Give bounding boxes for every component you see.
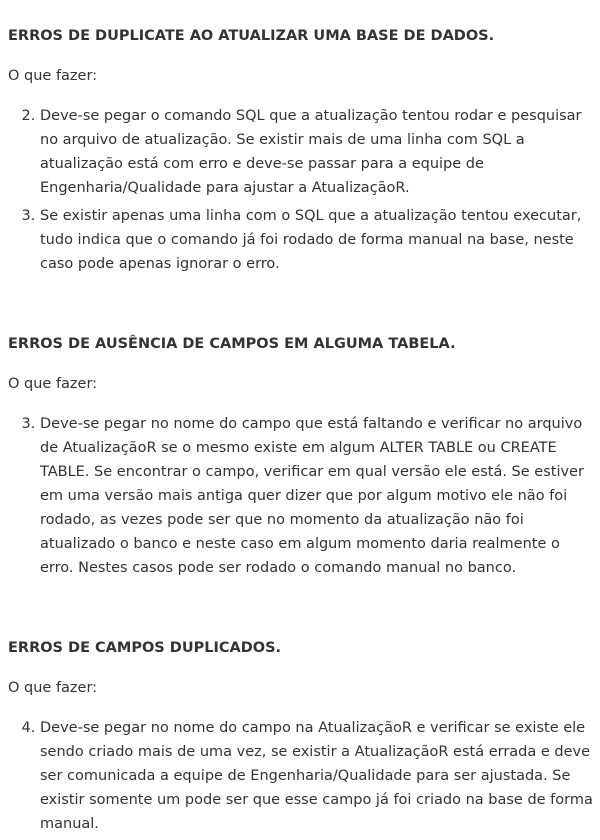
section-duplicated-fields-errors bbox=[8, 636, 594, 840]
section-duplicate-errors bbox=[8, 24, 594, 280]
section-intro: O que fazer: bbox=[8, 680, 98, 696]
steps-list bbox=[8, 716, 594, 836]
list-item: 4. Deve-se pegar no nome do campo na AtualizaçãoR e verificar se existe ele sendo criado mais de uma vez, se existir a AtualizaçãoR está errada e deve ser comunicada a equipe de Engenharia/Qualidade para ser ajustada. Se existir somente um pode ser que esse campo já foi criado na base de forma manual. bbox=[40, 716, 594, 836]
section-heading: ERROS DE DUPLICATE AO ATUALIZAR UMA BASE DE DADOS. bbox=[8, 28, 495, 44]
list-item: 3. Se existir apenas uma linha com o SQL que a atualização tentou executar, tudo indica que o comando já foi rodado de forma manual na base, neste caso pode apenas ignorar o erro. bbox=[40, 204, 594, 276]
steps-list bbox=[8, 412, 594, 580]
section-heading: ERROS DE AUSÊNCIA DE CAMPOS EM ALGUMA TABELA. bbox=[8, 336, 456, 352]
steps-list bbox=[8, 104, 594, 276]
list-item: 3. Deve-se pegar no nome do campo que está faltando e verificar no arquivo de AtualizaçãoR se o mesmo existe em algum ALTER TABLE ou CREATE TABLE. Se encontrar o campo, verificar em qual versão ele está. Se estiver em uma versão mais antiga quer dizer que por algum motivo ele não foi rodado, as vezes pode ser que no momento da atualização não foi atualizado o banco e neste caso em algum momento daria realmente o erro. Nestes casos pode ser rodado o comando manual no banco. bbox=[40, 412, 594, 580]
section-intro: O que fazer: bbox=[8, 376, 98, 392]
list-item: 2. Deve-se pegar o comando SQL que a atualização tentou rodar e pesquisar no arquivo de atualização. Se existir mais de uma linha com SQL a atualização está com erro e deve-se passar para a equipe de Engenharia/Qualidade para ajustar a AtualizaçãoR. bbox=[40, 104, 594, 200]
section-intro: O que fazer: bbox=[8, 68, 98, 84]
section-missing-fields-errors bbox=[8, 332, 594, 584]
section-heading: ERROS DE CAMPOS DUPLICADOS. bbox=[8, 640, 282, 656]
